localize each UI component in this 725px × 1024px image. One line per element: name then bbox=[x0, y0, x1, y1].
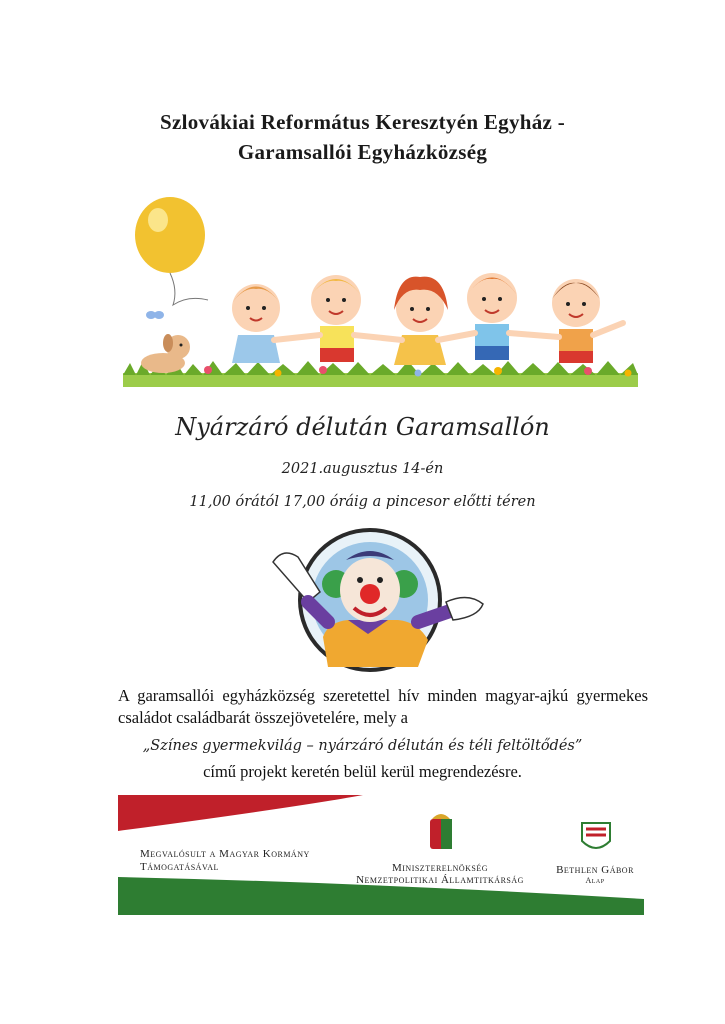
coat-of-arms-icon bbox=[430, 814, 452, 849]
children-illustration bbox=[118, 195, 648, 395]
ministry-line2: Nemzetpolitikai Államtitkárság bbox=[356, 874, 524, 886]
butterfly-icon bbox=[146, 311, 164, 319]
red-stripe bbox=[118, 795, 363, 831]
church-name-line1: Szlovákiai Református Keresztyén Egyház - bbox=[159, 110, 566, 134]
bethlen-line2: Alap bbox=[585, 876, 605, 885]
child-2 bbox=[311, 275, 361, 362]
event-title: Nyárzáró délután Garamsallón bbox=[175, 413, 550, 441]
bethlen-line1: Bethlen Gábor bbox=[556, 864, 634, 876]
event-date: 2021.augusztus 14-én bbox=[281, 461, 444, 477]
ministry-line1: Miniszterelnökség bbox=[391, 862, 489, 874]
child-1 bbox=[232, 284, 280, 363]
body-line2: családot családbarát összejövetelére, mely a bbox=[118, 708, 408, 727]
child-3 bbox=[394, 277, 448, 365]
body-line1: A garamsallói egyházközség szeretettel hív minden magyar-ajkú gyermekes bbox=[118, 686, 648, 705]
support-line2: Támogatásával bbox=[140, 861, 219, 873]
body-line4: című projekt keretén belül kerül megrendezésre. bbox=[203, 762, 522, 781]
event-time-place: 11,00 órától 17,00 óráig a pincesor előtti téren bbox=[189, 494, 536, 510]
support-line1: Megvalósult a Magyar Kormány bbox=[140, 848, 310, 860]
bethlen-logo-icon bbox=[582, 823, 610, 848]
project-name: „Színes gyermekvilág – nyárzáró délután és téli feltöltődés” bbox=[142, 738, 583, 754]
balloon-icon bbox=[135, 197, 208, 305]
dog-icon bbox=[141, 334, 190, 373]
child-5 bbox=[552, 279, 623, 363]
church-name-line2: Garamsallói Egyházközség bbox=[237, 140, 488, 164]
child-4 bbox=[467, 273, 517, 360]
clown-illustration bbox=[268, 522, 493, 677]
